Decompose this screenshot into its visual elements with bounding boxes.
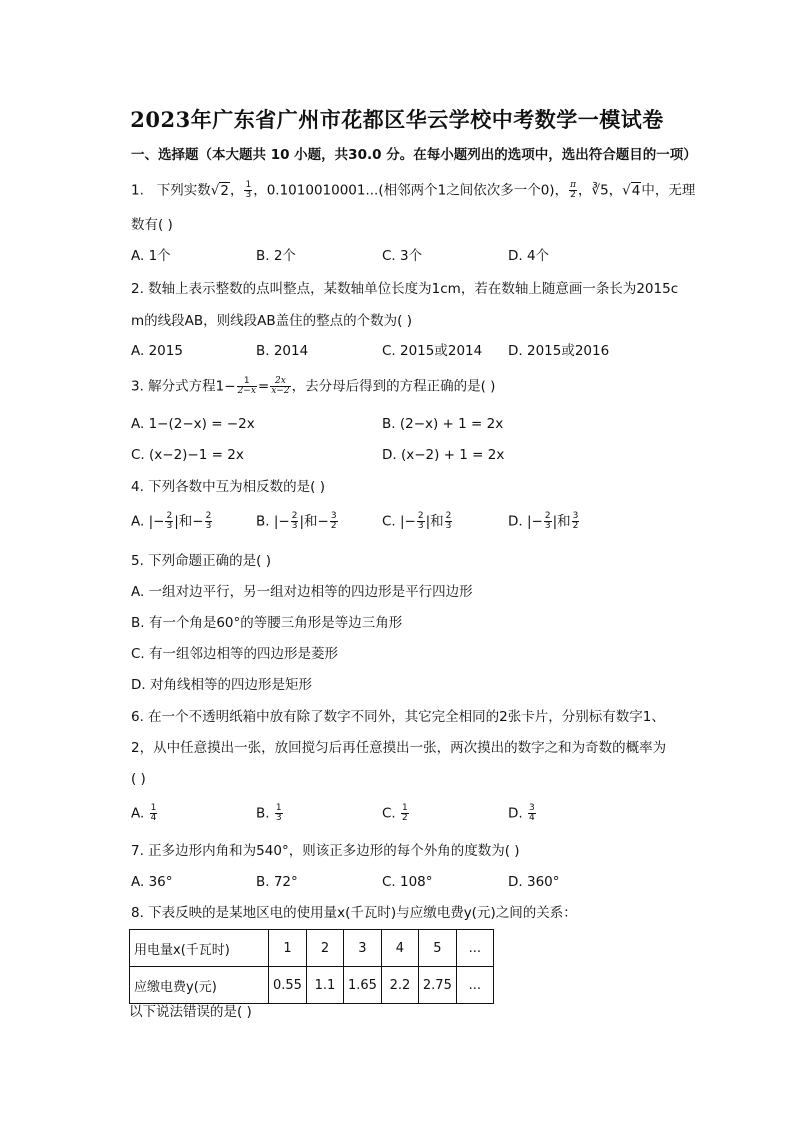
q1-option-c[interactable]: C. 3个	[382, 248, 423, 264]
table-cell: ...	[456, 930, 493, 967]
table-cell: 2	[306, 930, 343, 967]
table-cell: 0.55	[269, 967, 307, 1004]
q1-sqrt2: 2	[220, 182, 229, 199]
question-2-line-1: 2. 数轴上表示整数的点叫整点，某数轴单位长度为1cm，若在数轴上随意画一条长为2015c	[131, 281, 679, 297]
question-1-line-1: 1. 下列实数√2， $\frac{1}{3}$ ，0.1010010001...(相邻两个1之间依次多一个0)， $\frac{\pi}{2}$ ，∛5，√4中，无理	[131, 180, 696, 200]
q5-option-c[interactable]: C. 有一组邻边相等的四边形是菱形	[131, 646, 339, 662]
question-1-line-2: 数有( )	[131, 217, 173, 233]
q7-option-d[interactable]: D. 360°	[508, 874, 560, 890]
q7-option-b[interactable]: B. 72°	[256, 874, 298, 890]
table-cell: 1	[269, 930, 307, 967]
table-cell: 5	[418, 930, 456, 967]
q5-option-d[interactable]: D. 对角线相等的四边形是矩形	[131, 677, 312, 693]
q4-option-a[interactable]: A. |− $\frac{2}{3}$ |和− $\frac{2}{3}$	[131, 511, 212, 531]
q6-option-a[interactable]: A. $\frac{1}{4}$	[131, 803, 157, 823]
q2-option-d[interactable]: D. 2015或2016	[508, 343, 610, 359]
q7-option-c[interactable]: C. 108°	[382, 874, 433, 890]
electricity-table	[129, 929, 494, 1004]
page-title: 2023年广东省广州市花都区华云学校中考数学一模试卷	[130, 107, 664, 132]
q4-option-b[interactable]: B. |− $\frac{2}{3}$ |和− $\frac{3}{2}$	[256, 511, 337, 531]
q6-option-b[interactable]: B. $\frac{1}{3}$	[256, 803, 282, 823]
table-row	[130, 967, 494, 1004]
q1-sequence: 0.1010010001...(相邻两个1之间依次多一个0)	[266, 182, 555, 199]
q1-option-b[interactable]: B. 2个	[256, 248, 296, 264]
q5-option-b[interactable]: B. 有一个角是60°的等腰三角形是等边三角形	[131, 615, 403, 631]
q2-option-a[interactable]: A. 2015	[131, 343, 183, 359]
question-4-line-1: 4. 下列各数中互为相反数的是( )	[131, 479, 325, 495]
q2-option-c[interactable]: C. 2015或2014	[382, 343, 483, 359]
question-6-line-2: 2，从中任意摸出一张，放回搅匀后再任意摸出一张，两次摸出的数字之和为奇数的概率为	[131, 740, 667, 756]
q4-option-d[interactable]: D. |− $\frac{2}{3}$ |和 $\frac{3}{2}$	[508, 511, 579, 531]
question-7-line-1: 7. 正多边形内角和为540°，则该正多边形的每个外角的度数为( )	[131, 843, 520, 859]
q7-option-a[interactable]: A. 36°	[131, 874, 173, 890]
q1-frac-1-3: $\frac{1}{3}$	[245, 180, 252, 200]
question-5-line-1: 5. 下列命题正确的是( )	[131, 553, 271, 569]
table-cell: 1.1	[306, 967, 343, 1004]
table-cell: 4	[381, 930, 418, 967]
q3-frac-a: $\frac{1}{2-x}$	[237, 376, 256, 396]
q3-option-a[interactable]: A. 1−(2−x) = −2x	[131, 416, 255, 432]
q1-number: 1.	[131, 182, 144, 199]
q1-text: 下列实数	[156, 182, 211, 199]
q6-option-d[interactable]: D. $\frac{3}{4}$	[508, 803, 535, 823]
question-2-line-2: m的线段AB，则线段AB盖住的整点的个数为( )	[131, 313, 412, 329]
question-8-line-1: 8. 下表反映的是某地区电的使用量x(千瓦时)与应缴电费y(元)之间的关系：	[131, 905, 577, 921]
q3-text: 3. 解分式方程1−	[131, 378, 236, 395]
q2-option-b[interactable]: B. 2014	[256, 343, 309, 359]
table-row	[130, 930, 494, 967]
question-6-line-3: ( )	[131, 771, 146, 787]
q3-option-c[interactable]: C. (x−2)−1 = 2x	[131, 447, 244, 463]
table-cell: 应缴电费y(元)	[130, 967, 269, 1004]
q6-option-c[interactable]: C. $\frac{1}{2}$	[382, 803, 408, 823]
question-6-line-1: 6. 在一个不透明纸箱中放有除了数字不同外，其它完全相同的2张卡片，分别标有数字1、	[131, 709, 665, 725]
q1-option-a[interactable]: A. 1个	[131, 248, 171, 264]
q3-frac-b: $\frac{2x}{x-2}$	[271, 376, 290, 396]
q5-option-a[interactable]: A. 一组对边平行，另一组对边相等的四边形是平行四边形	[131, 584, 473, 600]
table-cell: 3	[343, 930, 381, 967]
q3-option-b[interactable]: B. (2−x) + 1 = 2x	[382, 416, 504, 432]
table-cell: 2.75	[418, 967, 456, 1004]
table-cell: 1.65	[343, 967, 381, 1004]
table-cell: ...	[456, 967, 493, 1004]
table-cell: 用电量x(千瓦时)	[130, 930, 269, 967]
q1-cbrt5: ∛5	[591, 182, 609, 199]
question-8-after-table: 以下说法错误的是( )	[129, 1004, 252, 1020]
q1-frac-pi-2: $\frac{\pi}{2}$	[570, 180, 576, 200]
q1-text-end: 中，无理	[641, 182, 696, 199]
q4-option-c[interactable]: C. |− $\frac{2}{3}$ |和 $\frac{2}{3}$	[382, 511, 452, 531]
q1-option-d[interactable]: D. 4个	[508, 248, 550, 264]
table-cell: 2.2	[381, 967, 418, 1004]
question-3-line-1	[131, 377, 495, 396]
q3-equals: =	[257, 378, 270, 395]
q3-text-end: ，去分母后得到的方程正确的是( )	[291, 378, 496, 395]
q1-sqrt4: 4	[631, 182, 641, 199]
q3-option-d[interactable]: D. (x−2) + 1 = 2x	[382, 447, 505, 463]
section-heading: 一、选择题（本大题共 10 小题，共30.0 分。在每小题列出的选项中，选出符合题目的一项）	[131, 147, 697, 163]
